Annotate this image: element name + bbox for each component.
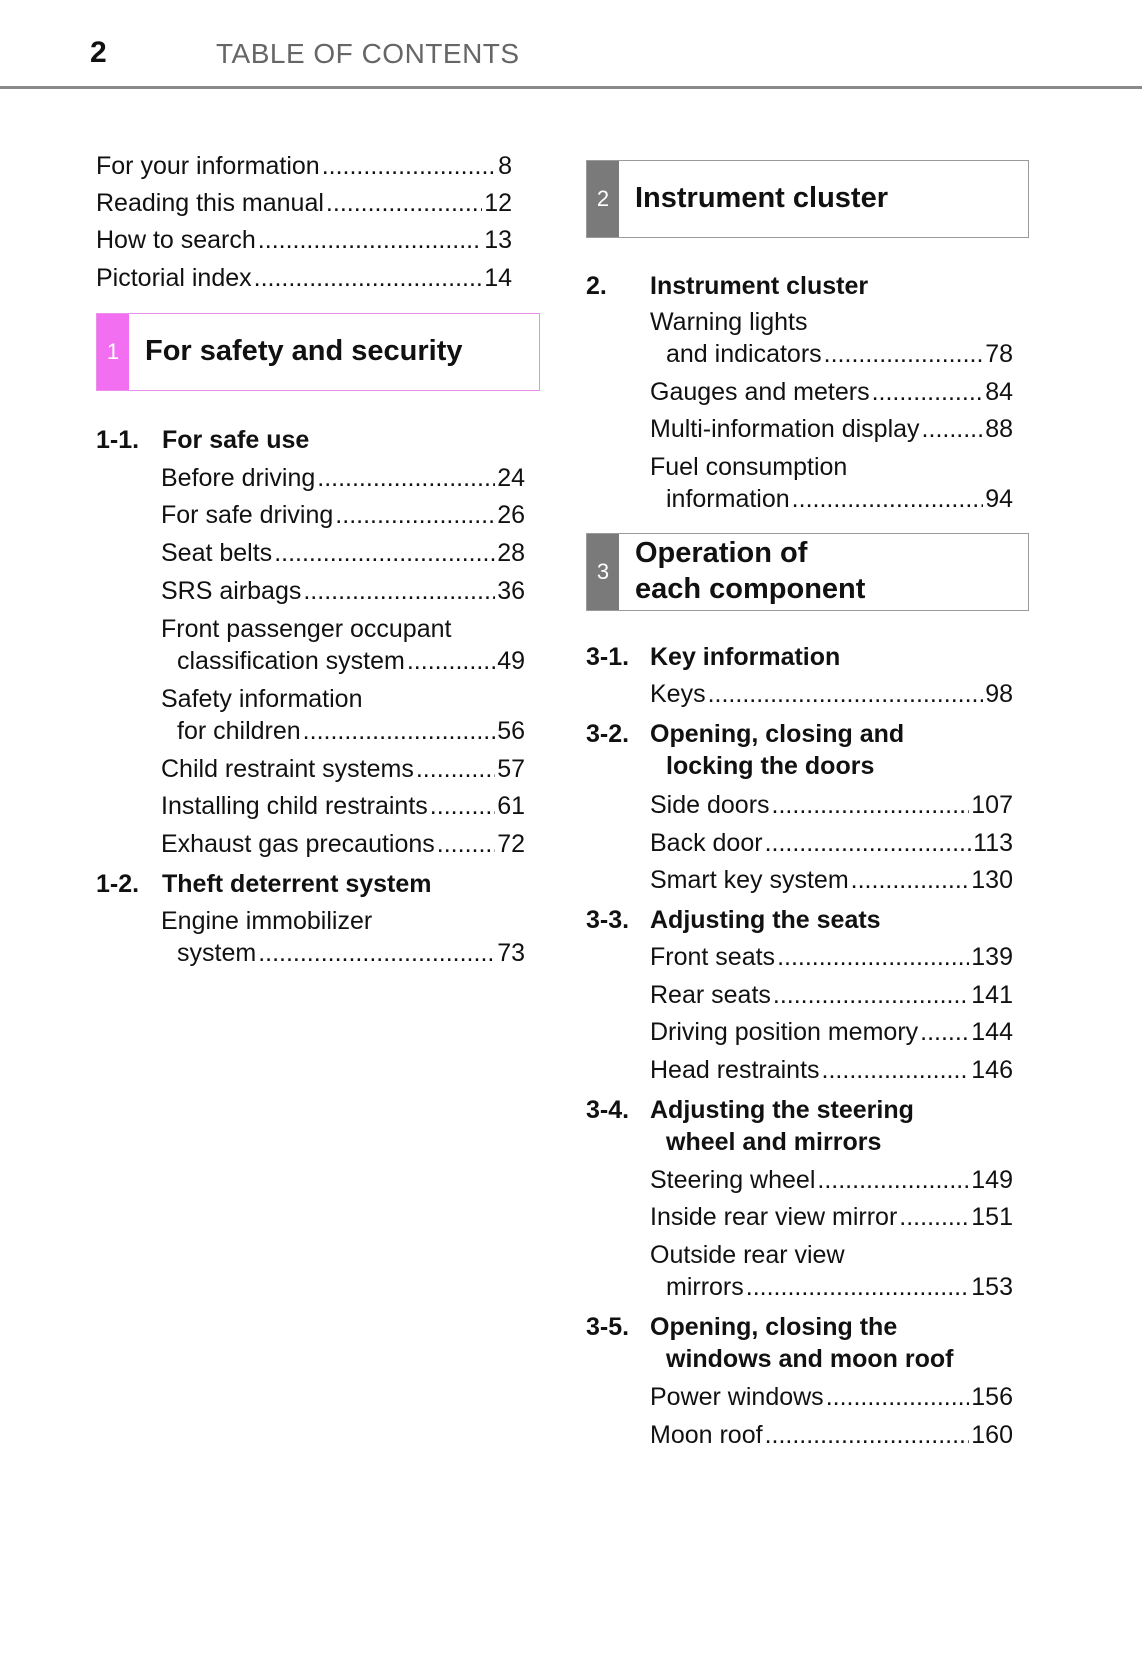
toc-entry-label: Front seats — [650, 943, 776, 971]
section-3-header[interactable] — [586, 533, 1029, 611]
toc-entry[interactable] — [650, 979, 1013, 1011]
toc-page-number: 73 — [497, 939, 525, 967]
toc-entry[interactable] — [650, 1016, 1013, 1048]
toc-entry-label: Keys — [650, 680, 706, 708]
toc-entry-label-line1: Fuel consumption — [650, 453, 848, 481]
toc-entry[interactable] — [177, 937, 525, 969]
toc-entry-label: Moon roof — [650, 1421, 763, 1449]
toc-leader — [765, 1419, 970, 1451]
section-1-header[interactable] — [96, 313, 540, 391]
subsection-number: 1-1. — [96, 426, 140, 454]
toc-entry[interactable] — [161, 537, 525, 569]
toc-leader — [822, 1054, 970, 1086]
toc-entry[interactable] — [650, 789, 1013, 821]
toc-entry[interactable] — [177, 715, 525, 747]
toc-leader — [303, 715, 496, 747]
toc-leader — [851, 864, 970, 896]
toc-page-number: 113 — [973, 829, 1013, 857]
toc-entry-label: and indicators — [666, 340, 822, 368]
section-1-title: For safety and security — [145, 335, 463, 367]
toc-entry[interactable] — [650, 1054, 1013, 1086]
toc-entry[interactable] — [650, 1164, 1013, 1196]
section-2-tab: 2 — [587, 161, 619, 237]
toc-page-number: 24 — [497, 464, 525, 492]
toc-entry-label-line1: Warning lights — [650, 308, 808, 336]
subsection-title: Theft deterrent system — [162, 870, 432, 898]
toc-page-number: 146 — [971, 1056, 1013, 1084]
toc-leader — [258, 224, 482, 256]
toc-entry[interactable] — [650, 941, 1013, 973]
toc-page-number: 130 — [971, 866, 1013, 894]
toc-leader — [777, 941, 969, 973]
toc-entry-label: Back door — [650, 829, 763, 857]
toc-leader — [920, 1016, 969, 1048]
toc-entry-label: Child restraint systems — [161, 755, 414, 783]
toc-entry[interactable] — [650, 413, 1013, 445]
subsection-title: Adjusting the seats — [650, 906, 881, 934]
toc-page-number: 151 — [971, 1203, 1013, 1231]
section-3-tab: 3 — [587, 534, 619, 610]
toc-page-number: 141 — [971, 981, 1013, 1009]
toc-page-number: 49 — [497, 647, 525, 675]
section-2-title: Instrument cluster — [635, 182, 888, 214]
toc-leader — [326, 187, 482, 219]
toc-page-number: 149 — [971, 1166, 1013, 1194]
subsection-number: 3-2. — [586, 720, 630, 748]
toc-entry[interactable] — [161, 828, 525, 860]
toc-page-number: 8 — [498, 152, 512, 180]
section-3-title-line1: Operation of — [635, 537, 808, 569]
toc-leader — [817, 1164, 969, 1196]
subsection-1-1-heading — [96, 424, 536, 456]
toc-page-number: 144 — [971, 1018, 1013, 1046]
toc-leader — [437, 828, 495, 860]
toc-entry-label: Exhaust gas precautions — [161, 830, 435, 858]
subsection-3-5-heading — [586, 1311, 1026, 1375]
toc-entry-label: Side doors — [650, 791, 770, 819]
subsection-number: 2. — [586, 272, 607, 300]
toc-entry-label: Steering wheel — [650, 1166, 816, 1194]
subsection-title: For safe use — [162, 426, 310, 454]
toc-leader — [772, 789, 970, 821]
toc-entry-label: Reading this manual — [96, 189, 324, 217]
subsection-number: 3-4. — [586, 1096, 630, 1124]
page-header — [0, 0, 1142, 89]
toc-entry[interactable] — [161, 575, 525, 607]
toc-page-number: 139 — [971, 943, 1013, 971]
toc-entry-label: Gauges and meters — [650, 378, 870, 406]
toc-leader — [274, 537, 495, 569]
toc-entry-label-line1: Front passenger occupant — [161, 615, 452, 643]
toc-entry-label: How to search — [96, 226, 256, 254]
toc-entry-label: Rear seats — [650, 981, 771, 1009]
toc-page-number: 94 — [985, 485, 1013, 513]
toc-entry[interactable] — [666, 338, 1013, 370]
section-3-title-line2: each component — [635, 573, 866, 605]
toc-page-number: 12 — [484, 189, 512, 217]
toc-page-number: 61 — [497, 792, 525, 820]
toc-page-number: 13 — [484, 226, 512, 254]
toc-page-number: 56 — [497, 717, 525, 745]
toc-page-number: 28 — [497, 539, 525, 567]
toc-entry-label: For safe driving — [161, 501, 334, 529]
toc-entry-label: Head restraints — [650, 1056, 820, 1084]
subsection-1-2-heading — [96, 868, 536, 900]
toc-leader — [773, 979, 969, 1011]
toc-page-number: 84 — [985, 378, 1013, 406]
toc-leader — [254, 262, 483, 294]
toc-leader — [899, 1201, 969, 1233]
toc-leader — [792, 483, 984, 515]
toc-entry[interactable] — [650, 376, 1013, 408]
toc-page-number: 78 — [985, 340, 1013, 368]
toc-leader — [322, 150, 496, 182]
toc-page-number: 14 — [484, 264, 512, 292]
toc-entry-label: Multi-information display — [650, 415, 920, 443]
toc-leader — [317, 462, 495, 494]
toc-entry-label: SRS airbags — [161, 577, 302, 605]
toc-entry[interactable] — [666, 1271, 1013, 1303]
toc-entry[interactable] — [161, 790, 525, 822]
toc-entry-label: Smart key system — [650, 866, 849, 894]
section-1-tab: 1 — [97, 314, 129, 390]
toc-entry-label: Power windows — [650, 1383, 824, 1411]
toc-entry[interactable] — [161, 499, 525, 531]
toc-entry[interactable] — [650, 827, 1013, 859]
toc-entry-label: system — [177, 939, 257, 967]
subsection-title: Key information — [650, 643, 841, 671]
subsection-title-line1: Adjusting the steering — [650, 1096, 914, 1124]
toc-entry[interactable] — [161, 753, 525, 785]
toc-leader — [708, 678, 984, 710]
page-title: TABLE OF CONTENTS — [216, 38, 520, 69]
subsection-number: 1-2. — [96, 870, 140, 898]
toc-page-number: 88 — [985, 415, 1013, 443]
subsection-3-4-heading — [586, 1094, 1026, 1158]
toc-entry[interactable] — [161, 462, 525, 494]
toc-page-number: 107 — [971, 791, 1013, 819]
toc-entry-label: mirrors — [666, 1273, 744, 1301]
subsection-3-2-heading — [586, 718, 1026, 782]
toc-page-number: 26 — [497, 501, 525, 529]
toc-entry[interactable] — [650, 1381, 1013, 1413]
toc-entry-label: Before driving — [161, 464, 316, 492]
subsection-title: Instrument cluster — [650, 272, 869, 300]
toc-entry[interactable] — [666, 483, 1013, 515]
toc-page-number: 36 — [497, 577, 525, 605]
subsection-number: 3-5. — [586, 1313, 630, 1341]
toc-page-number: 98 — [985, 680, 1013, 708]
page-number: 2 — [90, 36, 107, 69]
toc-entry[interactable] — [96, 150, 512, 182]
toc-page-number: 72 — [497, 830, 525, 858]
toc-leader — [922, 413, 984, 445]
toc-leader — [430, 790, 495, 822]
toc-entry-label: Installing child restraints — [161, 792, 428, 820]
toc-entry-label: Seat belts — [161, 539, 273, 567]
subsection-3-3-heading — [586, 904, 1026, 936]
toc-leader — [824, 338, 984, 370]
toc-entry-label-line1: Outside rear view — [650, 1241, 845, 1269]
toc-entry[interactable] — [650, 1201, 1013, 1233]
toc-entry[interactable] — [650, 1419, 1013, 1451]
toc-leader — [765, 827, 972, 859]
toc-entry-label: information — [666, 485, 790, 513]
subsection-number: 3-1. — [586, 643, 630, 671]
subsection-title-line2: windows and moon roof — [666, 1345, 954, 1373]
toc-leader — [826, 1381, 970, 1413]
toc-page-number: 156 — [971, 1383, 1013, 1411]
section-2-header[interactable] — [586, 160, 1029, 238]
subsection-number: 3-3. — [586, 906, 630, 934]
toc-entry-label: Inside rear view mirror — [650, 1203, 898, 1231]
toc-entry[interactable] — [96, 262, 512, 294]
toc-entry[interactable] — [650, 864, 1013, 896]
toc-leader — [303, 575, 495, 607]
toc-entry[interactable] — [96, 224, 512, 256]
toc-entry-label: Pictorial index — [96, 264, 252, 292]
subsection-3-1-heading — [586, 641, 1026, 673]
subsection-title-line2: locking the doors — [666, 752, 875, 780]
toc-leader — [258, 937, 495, 969]
toc-entry-label-line1: Safety information — [161, 685, 363, 713]
toc-page-number: 153 — [971, 1273, 1013, 1301]
subsection-title-line2: wheel and mirrors — [666, 1128, 882, 1156]
toc-leader — [407, 645, 495, 677]
toc-entry-label: for children — [177, 717, 301, 745]
subsection-2-heading — [586, 270, 1026, 302]
toc-leader — [416, 753, 495, 785]
subsection-title-line1: Opening, closing and — [650, 720, 905, 748]
toc-page-number: 160 — [971, 1421, 1013, 1449]
toc-entry-label: Driving position memory — [650, 1018, 919, 1046]
toc-entry-label: For your information — [96, 152, 320, 180]
toc-leader — [746, 1271, 970, 1303]
toc-leader — [335, 499, 495, 531]
toc-entry[interactable] — [650, 678, 1013, 710]
toc-page-number: 57 — [497, 755, 525, 783]
subsection-title-line1: Opening, closing the — [650, 1313, 898, 1341]
toc-entry[interactable] — [177, 645, 525, 677]
toc-leader — [872, 376, 984, 408]
toc-entry-label-line1: Engine immobilizer — [161, 907, 373, 935]
toc-entry[interactable] — [96, 187, 512, 219]
toc-entry-label: classification system — [177, 647, 405, 675]
